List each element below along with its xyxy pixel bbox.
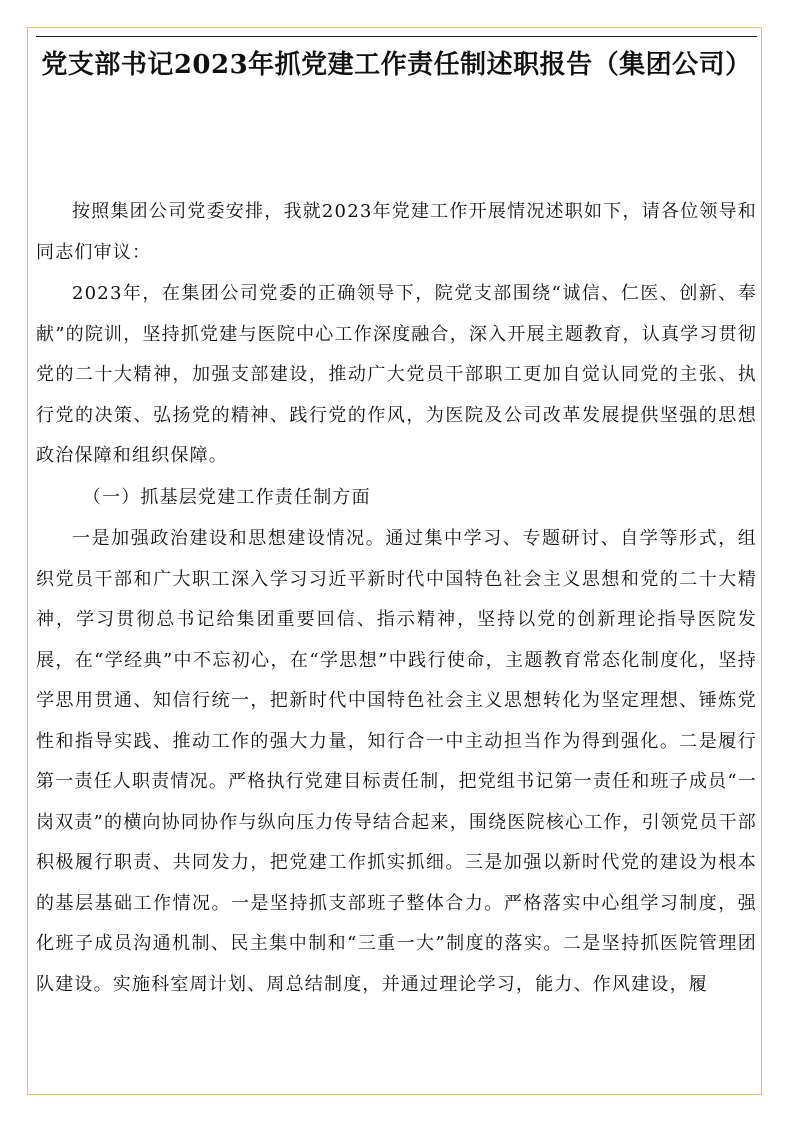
paragraph-intro: 按照集团公司党委安排，我就2023年党建工作开展情况述职如下，请各位领导和同志们审议：	[36, 201, 757, 263]
document-title: 党支部书记2023年抓党建工作责任制述职报告（集团公司）	[41, 50, 752, 80]
header-rule	[36, 36, 757, 37]
document-body	[36, 192, 757, 1006]
paragraph-overview: 2023年，在集团公司党委的正确领导下，院党支部围绕“诚信、仁医、创新、奉献”的院训，坚持抓党建与医院中心工作深度融合，深入开展主题教育，认真学习贯彻党的二十大精神，加强支部建设，推动广大党员干部职工更加自觉认同党的主张、执行党的决策、弘扬党的精神、践行党的作风，为医院及公司改革发展提供坚强的思想政治保障和组织保障。	[36, 283, 757, 466]
section-heading: （一）抓基层党建工作责任制方面	[82, 486, 371, 508]
paragraph-detail: 一是加强政治建设和思想建设情况。通过集中学习、专题研讨、自学等形式，组织党员干部和广大职工深入学习习近平新时代中国特色社会主义思想和党的二十大精神，学习贯彻总书记给集团重要回信、指示精神，坚持以党的创新理论指导医院发展，在“学经典”中不忘初心，在“学思想”中践行使命，主题教育常态化制度化，坚持学思用贯通、知信行统一，把新时代中国特色社会主义思想转化为坚定理想、锤炼党性和指导实践、推动工作的强大力量，知行合一中主动担当作为得到强化。二是履行第一责任人职责情况。严格执行党建目标责任制，把党组书记第一责任和班子成员“一岗双责”的横向协同协作与纵向压力传导结合起来，围绕医院核心工作，引领党员干部积极履行职责、共同发力，把党建工作抓实抓细。三是加强以新时代党的建设为根本的基层基础工作情况。一是坚持抓支部班子整体合力。严格落实中心组学习制度，强化班子成员沟通机制、民主集中制和“三重一大”制度的落实。二是坚持抓医院管理团队建设。实施科室周计划、周总结制度，并通过理论学习，能力、作风建设，履	[36, 528, 757, 995]
